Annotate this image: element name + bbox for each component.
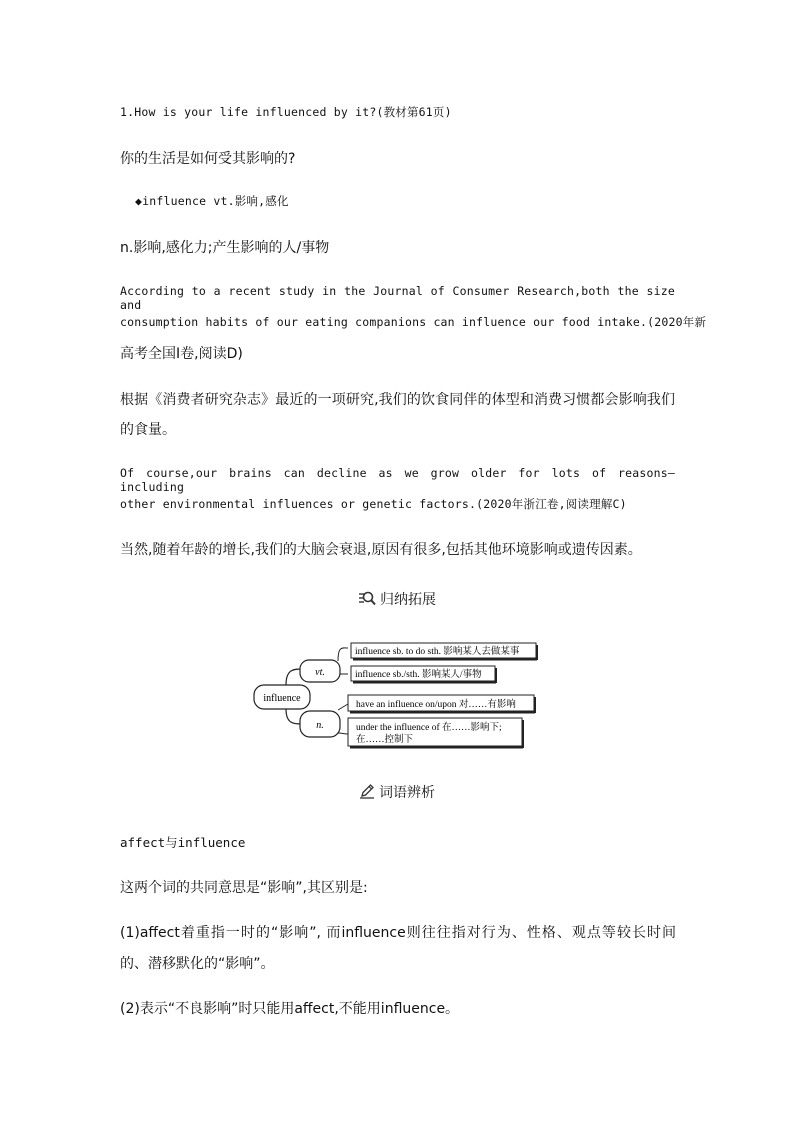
- example2-en-line2: other environmental influences or genetic factors.(2020年浙江卷,阅读理解C): [120, 497, 627, 511]
- mindmap-leaf-text: 在……控制下: [356, 735, 414, 745]
- analysis-point1-line2: 的、潜移默化的“影响”。: [120, 956, 275, 972]
- analysis-title: 词语辨析: [379, 785, 435, 801]
- pencil-icon: [359, 783, 375, 803]
- mindmap-branch-n-label: n.: [316, 720, 324, 731]
- word-pair-text: affect与influence: [120, 835, 246, 850]
- noun-sense: n.影响,感化力;产生影响的人/事物: [120, 240, 330, 256]
- item-heading: 1.How is your life influenced by it?(教材第61页): [120, 105, 452, 119]
- mindmap-branch-vt-label: vt.: [315, 667, 325, 678]
- mindmap-leaf: [348, 695, 535, 713]
- example1-en-line2: consumption habits of our eating companions can influence our food intake.(2020年新: [120, 315, 707, 329]
- example2-en-line1: Of course,our brains can decline as we grow older for lots of reasons—including: [120, 466, 675, 494]
- example1-en-line1: According to a recent study in the Journal of Consumer Research,both the size and: [120, 284, 675, 312]
- mindmap-leaf-text: have an influence on/upon 对……有影响: [356, 700, 516, 710]
- summary-title-row: [0, 589, 794, 610]
- mindmap-branch-n: [300, 711, 340, 737]
- mindmap-leaf: [348, 718, 523, 748]
- mindmap-root: [254, 685, 310, 709]
- example1-zh-line2: 的食量。: [120, 422, 176, 438]
- influence-mindmap: [250, 634, 550, 752]
- example1-en-line3: 高考全国Ⅰ卷,阅读D): [120, 346, 243, 362]
- mindmap-leaf-text: under the influence of 在……影响下;: [356, 723, 502, 733]
- summary-title: 归纳拓展: [380, 592, 436, 608]
- magnifier-icon: [358, 590, 376, 610]
- mindmap-leaf: [351, 666, 496, 683]
- mindmap-leaf-text: influence sb./sth. 影响某人/事物: [355, 670, 482, 680]
- analysis-point2: (2)表示“不良影响”时只能用affect,不能用influence。: [120, 1001, 460, 1017]
- mindmap-leaf-text: influence sb. to do sth. 影响某人去做某事: [355, 647, 520, 657]
- example2-zh-line1: 当然,随着年龄的增长,我们的大脑会衰退,原因有很多,包括其他环境影响或遗传因素。: [120, 542, 642, 558]
- word-entry: ◆influence vt.影响,感化: [135, 194, 289, 208]
- word-pair: [120, 833, 245, 851]
- analysis-intro: 这两个词的共同意思是“影响”,其区别是:: [120, 880, 368, 896]
- analysis-title-row: [0, 782, 794, 803]
- mindmap-leaf: [351, 643, 537, 660]
- item-heading-translation: 你的生活是如何受其影响的?: [120, 151, 296, 167]
- example1-zh-line1: 根据《消费者研究杂志》最近的一项研究,我们的饮食同伴的体型和消费习惯都会影响我们: [120, 392, 675, 408]
- analysis-point1-line1: (1)affect着重指一时的“影响”, 而influence则往往指对行为、性格、观点等较长时间: [120, 925, 676, 941]
- mindmap-root-label: influence: [263, 693, 301, 704]
- mindmap-branch-vt: [300, 660, 340, 682]
